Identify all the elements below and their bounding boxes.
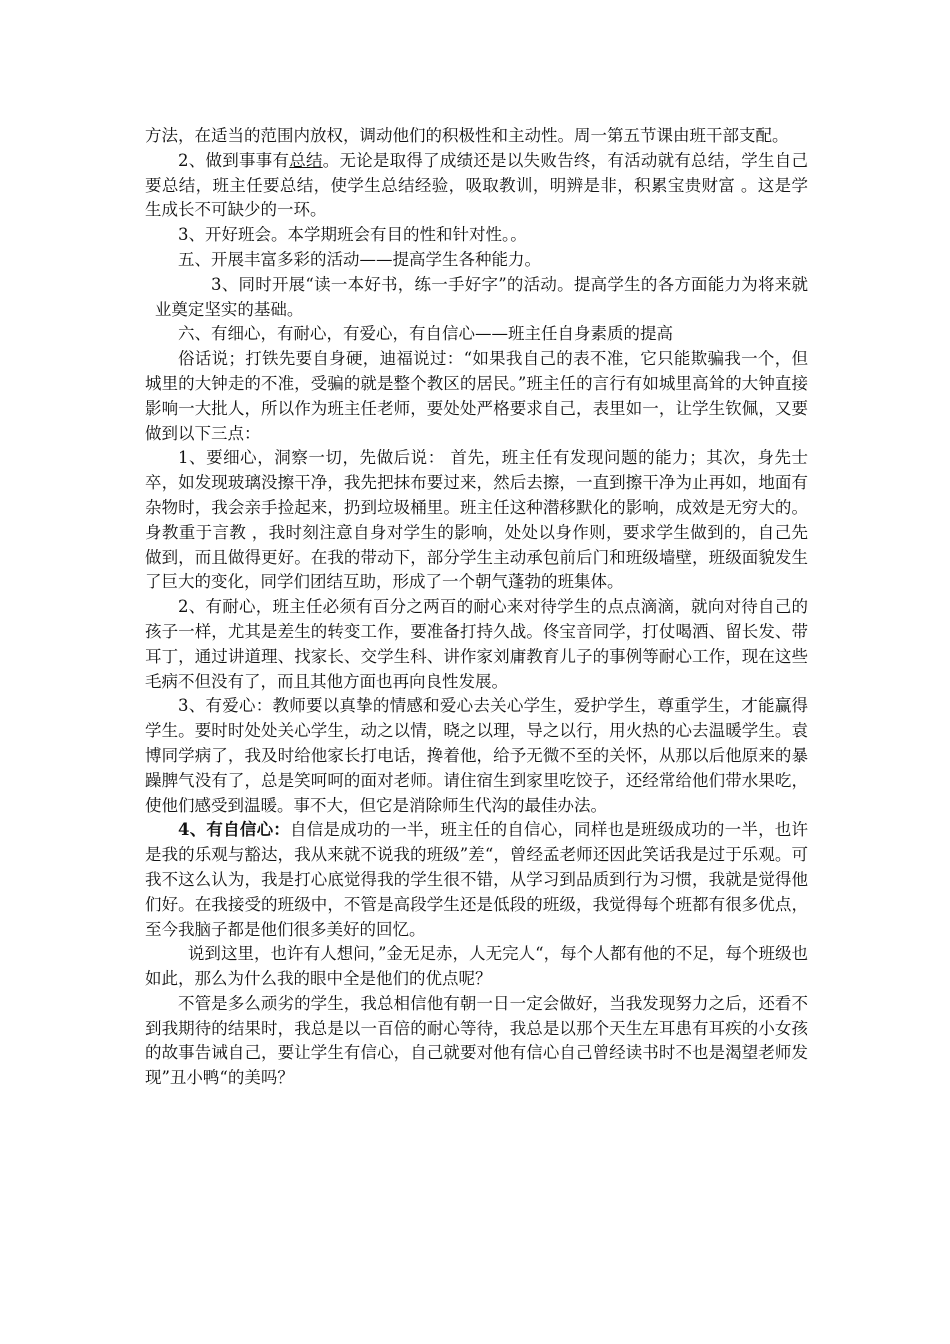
paragraph-2-body: 。无论是取得了成绩还是以失败告终，有活动就有总结，学生自己要总结，班主任要总结，使学生总结经验，吸取教训，明辨是非，积累宝贵财富 。这是学生成长不可缺少的一环。: [145, 150, 809, 220]
paragraph-9: 2、有耐心，班主任必须有百分之两百的耐心来对待学生的点点滴滴，就向对待自己的孩子一样，尤其是差生的转变工作，要准备打持久战。佟宝音同学，打仗喝酒、留长发、带耳丁，通过讲道理、找家长、交学生科、讲作家刘庸教育儿子的事例等耐心工作，现在这些毛病不但没有了，而且其他方面也再向良性发展。: [145, 597, 808, 691]
paragraph-11-body: 自信是成功的一半，班主任的自信心，同样也是班级成功的一半，也许是我的乐观与豁达，我从来就不说我的班级”差“，曾经孟老师还因此笑话我是过于乐观。可我不这么认为，我是打心底觉得我的学生很不错，从学习到品质到行为习惯，我就是觉得他们好。在我接受的班级中，不管是高段学生还是低段的班级，我觉得每个班都有很多优点， 至今我脑子都是他们很多美好的回忆。: [145, 820, 808, 939]
paragraph-12: 说到这里，也许有人想问，”金无足赤，人无完人“，每个人都有他的不足，每个班级也如此，那么为什么我的眼中全是他们的优点呢？: [145, 944, 808, 989]
summary-link[interactable]: 总结: [289, 150, 323, 170]
paragraph-2: [145, 149, 808, 223]
paragraph-8: 1、要细心，洞察一切，先做后说： 首先，班主任有发现问题的能力；其次，身先士卒，如发现玻璃没擦干净，我先把抹布要过来，然后去擦，一直到擦干净为止再如，地面有杂物时，我会亲手捡起来，扔到垃圾桶里。班主任这种潜移默化的影响，成效是无穷大的。身教重于言教 ，我时刻注意自身对学生的影响，处处以身作则，要求学生做到的，自己先做到，而且做得更好。在我的带动下，部分学生主动承包前后门和班级墙壁，班级面貌发生了巨大的变化，同学们团结互助，形成了一个朝气蓬勃的班集体。: [145, 448, 808, 592]
confidence-heading: 4、有自信心：: [178, 820, 290, 840]
paragraph-13: 不管是多么顽劣的学生，我总相信他有朝一日一定会做好，当我发现努力之后，还看不到我期待的结果时，我总是以一百倍的耐心等待，我总是以那个天生左耳患有耳疾的小女孩的故事告诫自己，要让学生有信心，自己就要对他有信心自己曾经读书时不也是渴望老师发现”丑小鸭“的美吗？: [145, 993, 808, 1088]
paragraph-5: 3、同时开展“读一本好书，练一手好字”的活动。提高学生的各方面能力为将来就业奠定坚实的基础。: [154, 274, 808, 319]
paragraph-11: [145, 818, 808, 942]
paragraph-3: 3、开好班会。本学期班会有目的性和针对性。。: [178, 225, 527, 245]
section-heading-5: 五、开展丰富多彩的活动——提高学生各种能力。: [178, 249, 541, 269]
section-heading-6: 六、有细心，有耐心，有爱心，有自信心——班主任自身素质的提高: [178, 324, 673, 344]
paragraph-1: 方法，在适当的范围内放权，调动他们的积极性和主动性。周一第五节课由班干部支配。: [145, 126, 789, 145]
paragraph-7: 俗话说；打铁先要自身硬，迪福说过：“如果我自己的表不准，它只能欺骗我一个，但城里的大钟走的不准，受骗的就是整个教区的居民。”班主任的言行有如城里高耸的大钟直接影响一大批人，所以作为班主任老师，要处处严格要求自己，表里如一，让学生钦佩，又要做到以下三点：: [145, 349, 808, 443]
paragraph-2-lead: 2、做到事事有: [178, 150, 290, 170]
paragraph-10: 3、有爱心：教师要以真挚的情感和爱心去关心学生，爱护学生，尊重学生，才能赢得学生。要时时处处关心学生，动之以情，晓之以理，导之以行，用火热的心去温暖学生。袁博同学病了，我及时给他家长打电话，搀着他，给予无微不至的关怀，从那以后他原来的暴躁脾气没有了，总是笑呵呵的面对老师。请住宿生到家里吃饺子，还经常给他们带水果吃，使他们感受到温暖。事不大，但它是消除师生代沟的最佳办法。: [145, 696, 808, 815]
